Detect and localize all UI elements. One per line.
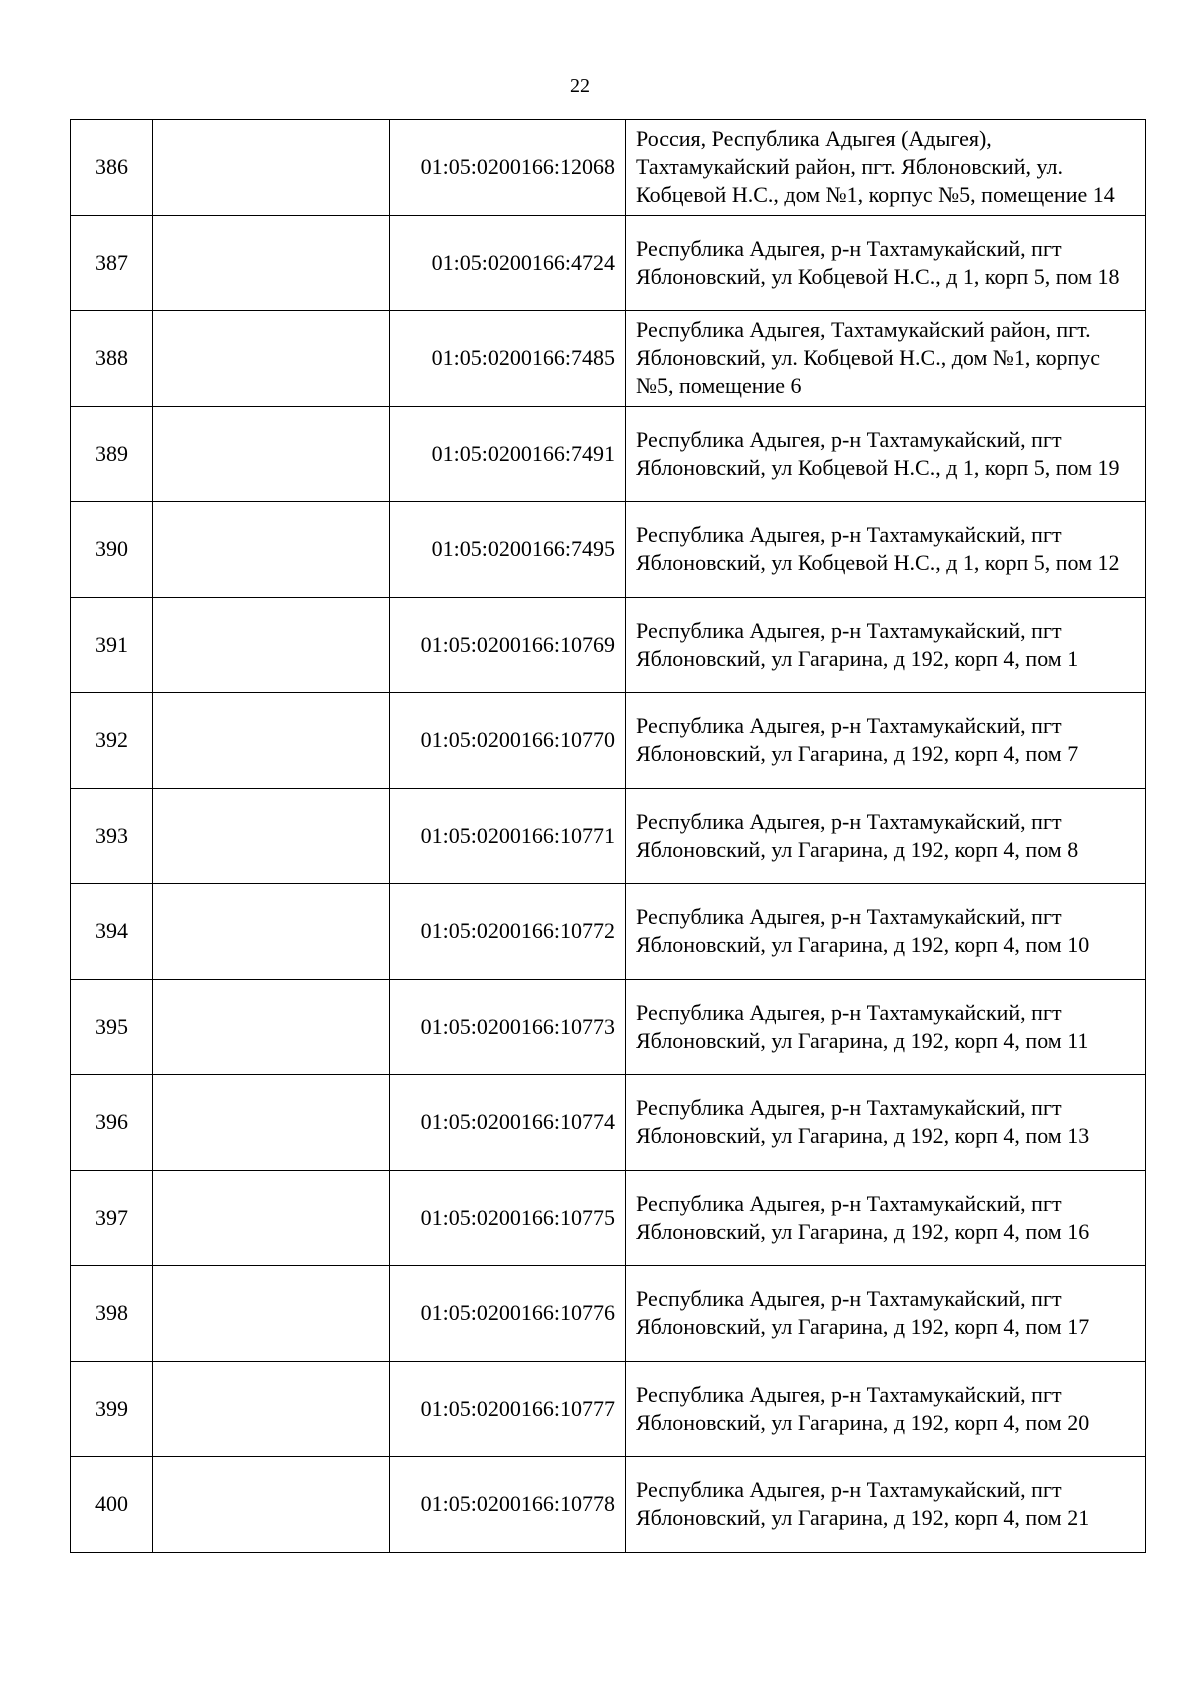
row-number: 387 (71, 215, 153, 311)
table-row (71, 311, 1146, 407)
row-number: 396 (71, 1075, 153, 1171)
page-number: 22 (570, 75, 590, 97)
cadastral-number: 01:05:0200166:10769 (390, 597, 626, 693)
empty-cell (153, 884, 390, 980)
row-number: 395 (71, 979, 153, 1075)
row-number: 391 (71, 597, 153, 693)
table-row (71, 1361, 1146, 1457)
row-number: 390 (71, 502, 153, 598)
row-number: 389 (71, 406, 153, 502)
table-row (71, 502, 1146, 598)
cadastral-number: 01:05:0200166:4724 (390, 215, 626, 311)
table-row (71, 788, 1146, 884)
empty-cell (153, 979, 390, 1075)
table-row (71, 215, 1146, 311)
cadastral-number: 01:05:0200166:7495 (390, 502, 626, 598)
empty-cell (153, 1170, 390, 1266)
address: Республика Адыгея, р-н Тахтамукайский, пгт Яблоновский, ул Гагарина, д 192, корп 4, пом 8 (626, 788, 1146, 884)
address: Республика Адыгея, р-н Тахтамукайский, пгт Яблоновский, ул Гагарина, д 192, корп 4, пом 10 (626, 884, 1146, 980)
table-row (71, 884, 1146, 980)
registry-table (70, 119, 1146, 1553)
empty-cell (153, 1457, 390, 1553)
empty-cell (153, 502, 390, 598)
table-row (71, 406, 1146, 502)
cadastral-number: 01:05:0200166:7491 (390, 406, 626, 502)
cadastral-number: 01:05:0200166:10776 (390, 1266, 626, 1362)
empty-cell (153, 406, 390, 502)
cadastral-number: 01:05:0200166:10773 (390, 979, 626, 1075)
row-number: 386 (71, 120, 153, 216)
cadastral-number: 01:05:0200166:10775 (390, 1170, 626, 1266)
row-number: 398 (71, 1266, 153, 1362)
row-number: 388 (71, 311, 153, 407)
cadastral-number: 01:05:0200166:12068 (390, 120, 626, 216)
address: Республика Адыгея, р-н Тахтамукайский, пгт Яблоновский, ул Гагарина, д 192, корп 4, пом 21 (626, 1457, 1146, 1553)
table-row (71, 1457, 1146, 1553)
cadastral-number: 01:05:0200166:10771 (390, 788, 626, 884)
row-number: 400 (71, 1457, 153, 1553)
table-row (71, 1266, 1146, 1362)
address: Республика Адыгея, р-н Тахтамукайский, пгт Яблоновский, ул Гагарина, д 192, корп 4, пом 17 (626, 1266, 1146, 1362)
address: Республика Адыгея, р-н Тахтамукайский, пгт Яблоновский, ул Кобцевой Н.С., д 1, корп 5, пом 19 (626, 406, 1146, 502)
empty-cell (153, 788, 390, 884)
cadastral-number: 01:05:0200166:10772 (390, 884, 626, 980)
address: Республика Адыгея, р-н Тахтамукайский, пгт Яблоновский, ул Гагарина, д 192, корп 4, пом 1 (626, 597, 1146, 693)
address: Республика Адыгея, р-н Тахтамукайский, пгт Яблоновский, ул Гагарина, д 192, корп 4, пом 13 (626, 1075, 1146, 1171)
cadastral-number: 01:05:0200166:10774 (390, 1075, 626, 1171)
empty-cell (153, 1361, 390, 1457)
address: Республика Адыгея, р-н Тахтамукайский, пгт Яблоновский, ул Гагарина, д 192, корп 4, пом 20 (626, 1361, 1146, 1457)
empty-cell (153, 1266, 390, 1362)
table-row (71, 1170, 1146, 1266)
cadastral-number: 01:05:0200166:10778 (390, 1457, 626, 1553)
empty-cell (153, 120, 390, 216)
address: Россия, Республика Адыгея (Адыгея), Тахтамукайский район, пгт. Яблоновский, ул. Кобцевой Н.С., дом №1, корпус №5, помещение 14 (626, 120, 1146, 216)
cadastral-number: 01:05:0200166:10777 (390, 1361, 626, 1457)
registry-table-body (71, 120, 1146, 1553)
table-row (71, 1075, 1146, 1171)
address: Республика Адыгея, Тахтамукайский район, пгт. Яблоновский, ул. Кобцевой Н.С., дом №1, корпус №5, помещение 6 (626, 311, 1146, 407)
table-row (71, 693, 1146, 789)
address: Республика Адыгея, р-н Тахтамукайский, пгт Яблоновский, ул Гагарина, д 192, корп 4, пом 11 (626, 979, 1146, 1075)
empty-cell (153, 215, 390, 311)
address: Республика Адыгея, р-н Тахтамукайский, пгт Яблоновский, ул Кобцевой Н.С., д 1, корп 5, пом 12 (626, 502, 1146, 598)
cadastral-number: 01:05:0200166:7485 (390, 311, 626, 407)
address: Республика Адыгея, р-н Тахтамукайский, пгт Яблоновский, ул Гагарина, д 192, корп 4, пом 16 (626, 1170, 1146, 1266)
empty-cell (153, 597, 390, 693)
row-number: 393 (71, 788, 153, 884)
empty-cell (153, 693, 390, 789)
cadastral-number: 01:05:0200166:10770 (390, 693, 626, 789)
table-row (71, 597, 1146, 693)
address: Республика Адыгея, р-н Тахтамукайский, пгт Яблоновский, ул Кобцевой Н.С., д 1, корп 5, пом 18 (626, 215, 1146, 311)
address: Республика Адыгея, р-н Тахтамукайский, пгт Яблоновский, ул Гагарина, д 192, корп 4, пом 7 (626, 693, 1146, 789)
table-row (71, 979, 1146, 1075)
row-number: 397 (71, 1170, 153, 1266)
empty-cell (153, 311, 390, 407)
table-row (71, 120, 1146, 216)
row-number: 392 (71, 693, 153, 789)
row-number: 399 (71, 1361, 153, 1457)
row-number: 394 (71, 884, 153, 980)
empty-cell (153, 1075, 390, 1171)
